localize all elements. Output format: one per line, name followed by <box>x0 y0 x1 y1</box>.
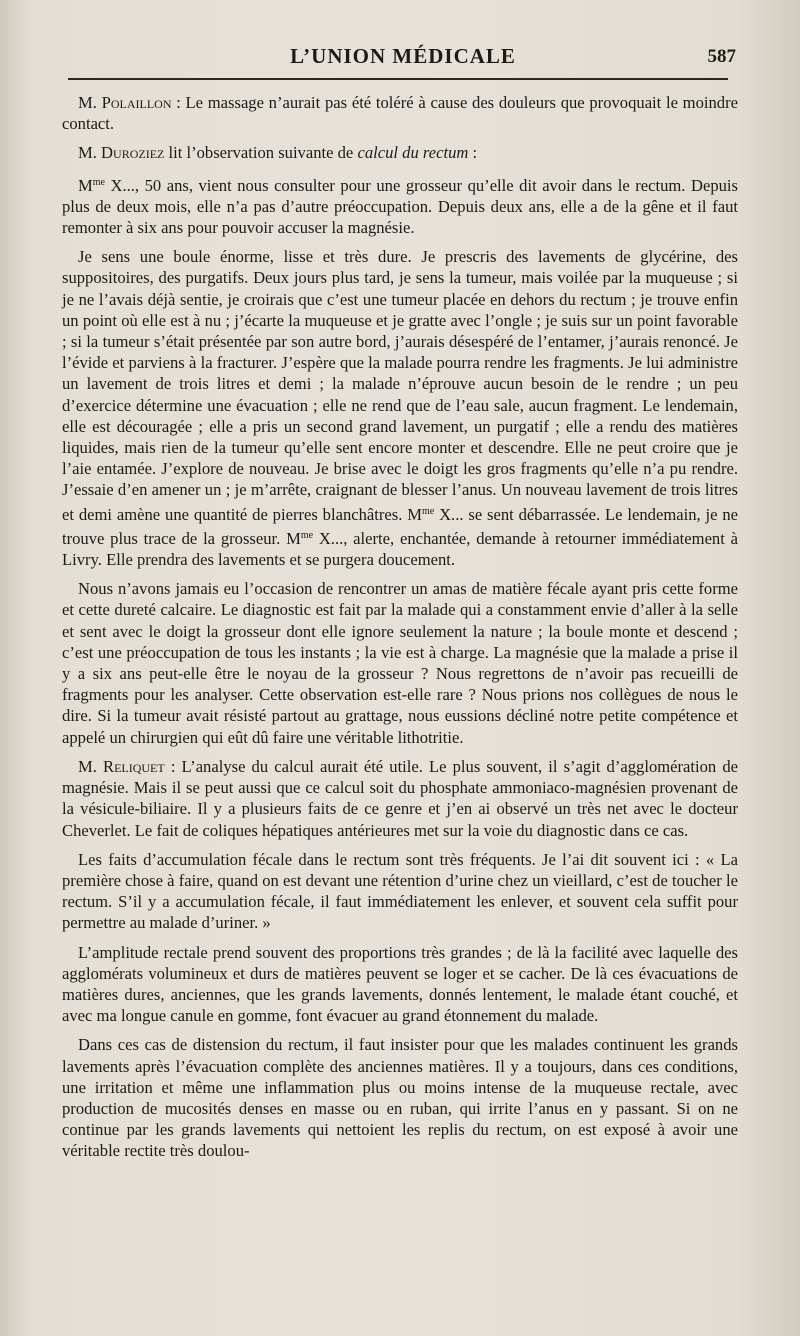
superscript: me <box>422 505 435 517</box>
paragraph-text: : L’analyse du calcul aurait été utile. Le plus souvent, il s’agit d’agglomération de magnésie. Mais il se peut aussi que ce calcul soit du phosphate ammoniaco-magnésien provenant de la vésicule-biliaire. Il y a plusieurs faits de ce genre et j’en ai observé un très net avec le docteur Cheverlet. Le fait de coliques hépatiques antérieures met sur la voie du diagnostic dans ce cas. <box>62 756 738 840</box>
superscript: me <box>300 529 314 541</box>
paragraph-commentary <box>62 578 738 748</box>
page-number: 587 <box>707 46 736 67</box>
paragraph-observation-start <box>62 172 738 239</box>
speaker-name: M. Duroziez <box>78 143 165 163</box>
superscript: me <box>92 176 105 188</box>
header-rule <box>68 78 728 80</box>
paragraph-text: lit l’observation suivante de <box>164 143 358 163</box>
paragraph-accumulation <box>62 849 738 934</box>
paragraph-text: Nous n’avons jamais eu l’occasion de rencontrer un amas de matière fécale ayant pris cette forme et cette dureté calcaire. Le diagnostic est fait par la malade qui a constamment envie d’aller à la selle et sent avec le doigt la grosseur dont elle ignore seulement la nature ; la boule monte et descend ; c’est une préoccupation de tous les instants ; la vie est à charge. La magnésie que la malade a prise il y a six ans peut-elle être le noyau de la grosseur ? Nous regrettons de n’avoir pas recueilli de fragments pour les analyser. Cette observation est-elle rare ? Nous prions nos collègues de nous le dire. Si la tumeur avait résisté partout au grattage, nous eussions décliné notre petite compétence et appelé un chirurgien qui eût dû faire une véritable lithotritie. <box>62 579 738 747</box>
paragraph-polaillon <box>62 92 738 134</box>
running-title: L’UNION MÉDICALE <box>290 44 516 68</box>
paragraph-text: : Le massage n’aurait pas été toléré à cause des douleurs que provoquait le moindre contact. <box>62 93 738 134</box>
speaker-name: M. Polaillon <box>78 93 172 112</box>
paragraph-text: L’amplitude rectale prend souvent des proportions très grandes ; de là la facilité avec laquelle des agglomérats volumineux et durs de matières peuvent se loger et se cacher. De là ces évacuations de matières dures, anciennes, que les grands lavements, donnés lentement, le malade étant couché, et avec ma longue canule en gomme, font évacuer au grand étonnement du malade. <box>62 942 738 1026</box>
paragraph-lead: M <box>78 175 93 195</box>
paragraph-text: : <box>468 143 478 163</box>
paragraph-text: Les faits d’accumulation fécale dans le rectum sont très fréquents. Je l’ai dit souvent ici : « La première chose à faire, quand on est devant une rétention d’urine chez un vieillard, c’est de toucher le rectum. S’il y a accumulation fécale, il faut immédiatement les enlever, et souvent cela suffit pour permettre au malade d’uriner. » <box>62 849 738 933</box>
article-body <box>62 92 738 1166</box>
page-header <box>70 40 736 80</box>
paragraph-text: Je sens une boule énorme, lisse et très dure. Je prescris des lavements de glycérine, des suppositoires, des purgatifs. Deux jours plus tard, je sens la tumeur, mais voilée par la muqueuse ; si je ne l’avais déjà sentie, je croirais que c’est une tumeur placée en dehors du rectum ; je trouve enfin un point où elle est à nu ; j’écarte la muqueuse et je gratte avec l’ongle ; je suis sur un point favorable ; si la tumeur s’était présentée par son autre bord, j’aurais désespéré de l’entamer, j’aurais renoncé. Je l’évide et parviens à la fracturer. J’espère que la malade pourra rendre les fragments. Je lui administre un lavement de trois litres et demi ; la malade n’éprouve aucun besoin de le rendre ; un peu d’exercice détermine une évacuation ; elle ne rend que de l’eau sale, aucun fragment. Le lendemain, elle est découragée ; elle a pris un second grand lavement, un purgatif ; elle a rendu des matières liquides, mais rien de la tumeur qu’elle sent encore monter et descendre. Elle ne peut croire que je l’aie entamée. J’explore de nouveau. Je brise avec le doigt les gros fragments qu’elle n’a pu rendre. J’essaie d’en amener un ; je m’arrête, craignant de blesser l’anus. Un nouveau lavement de trois litres et demi amène une quantité de pierres blanchâtres. M <box>62 247 738 524</box>
paragraph-duroziez-intro <box>62 142 738 163</box>
paragraph-text: X... se sent débarrassée. Le lendemain, je ne trouve plus trace de la grosseur. M <box>62 504 738 548</box>
paragraph-distension <box>62 1034 738 1161</box>
paragraph-observation-body <box>62 246 738 570</box>
paragraph-reliquet <box>62 756 738 841</box>
speaker-name: M. Reliquet <box>78 756 165 776</box>
italic-title: calcul du rectum <box>357 143 469 163</box>
paragraph-text: X..., 50 ans, vient nous consulter pour une grosseur qu’elle dit avoir dans le rectum. Depuis plus de deux mois, elle n’a pas d’autre préoccupation. Depuis deux ans, elle a de la gêne et il faut remonter à six ans pour pouvoir accuser la magnésie. <box>62 175 738 238</box>
paragraph-amplitude <box>62 942 738 1027</box>
paragraph-text: Dans ces cas de distension du rectum, il faut insister pour que les malades continuent les grands lavements après l’évacuation complète des anciennes matières. Il y a toujours, dans ces conditions, une irritation et même une inflammation plus ou moins intense de la muqueuse rectale, avec production de mucosités denses en masse ou en ruban, qui irrite l’anus en y passant. Si on ne continue par les grands lavements qui nettoient les replis du rectum, on est exposé à avoir une véritable rectite très doulou- <box>62 1035 738 1161</box>
paragraph-text: X..., alerte, enchantée, demande à retourner immédiatement à Livry. Elle prendra des lavements et se purgera doucement. <box>62 528 738 570</box>
